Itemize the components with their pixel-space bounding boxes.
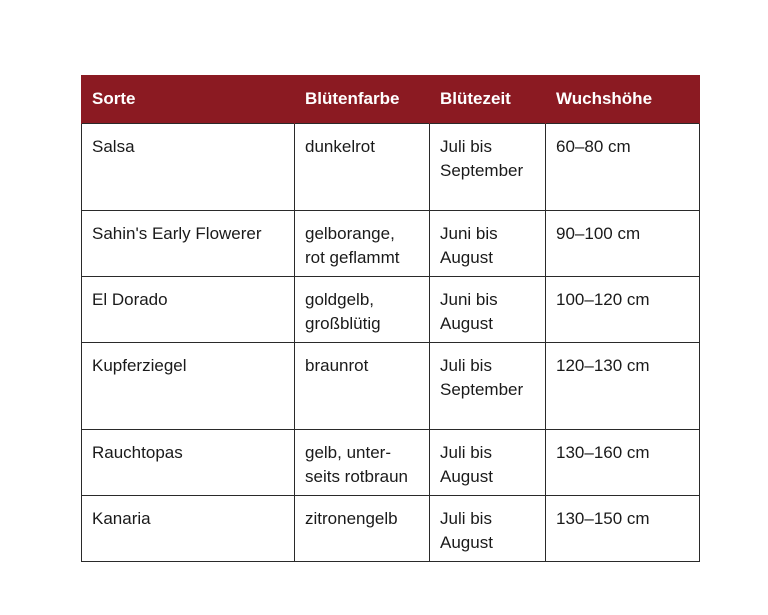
column-header-wuchshoehe: Wuchshöhe	[546, 75, 700, 124]
cell-text: Juli bis	[440, 509, 492, 528]
cell-text: August	[440, 533, 493, 552]
cell-text: August	[440, 248, 493, 267]
cell-text: dunkelrot	[305, 137, 375, 156]
table-row	[82, 496, 700, 562]
cell-text: Kanaria	[92, 509, 151, 528]
header-row	[82, 75, 700, 124]
cell-bluetenfarbe	[295, 430, 430, 496]
cell-wuchshoehe	[546, 211, 700, 277]
cell-text: großblütig	[305, 314, 381, 333]
cell-bluetezeit	[430, 211, 546, 277]
cell-sorte	[82, 211, 295, 277]
cell-text: rot geflammt	[305, 248, 400, 267]
column-header-bluetezeit: Blütezeit	[430, 75, 546, 124]
cell-text: September	[440, 380, 524, 399]
cell-bluetenfarbe	[295, 211, 430, 277]
cell-text: 120–130 cm	[556, 356, 650, 375]
cell-bluetezeit	[430, 277, 546, 343]
table-row	[82, 277, 700, 343]
cell-text: Juni bis	[440, 290, 498, 309]
table-row	[82, 124, 700, 211]
cell-bluetezeit	[430, 496, 546, 562]
cell-sorte	[82, 343, 295, 430]
variety-table-container	[81, 75, 699, 562]
cell-bluetenfarbe	[295, 124, 430, 211]
table-row	[82, 211, 700, 277]
cell-bluetezeit	[430, 124, 546, 211]
cell-wuchshoehe	[546, 430, 700, 496]
cell-sorte	[82, 124, 295, 211]
table-body	[82, 124, 700, 562]
cell-sorte	[82, 496, 295, 562]
cell-bluetezeit	[430, 430, 546, 496]
cell-text: seits rotbraun	[305, 467, 408, 486]
cell-wuchshoehe	[546, 496, 700, 562]
cell-text: 90–100 cm	[556, 224, 641, 243]
cell-text: Salsa	[92, 137, 135, 156]
cell-text: braunrot	[305, 356, 369, 375]
cell-text: gelborange,	[305, 224, 395, 243]
cell-text: August	[440, 314, 493, 333]
cell-text: Kupferziegel	[92, 356, 187, 375]
cell-sorte	[82, 430, 295, 496]
cell-text: 130–150 cm	[556, 509, 650, 528]
cell-wuchshoehe	[546, 124, 700, 211]
cell-text: Sahin's Early Flowerer	[92, 224, 262, 243]
cell-text: 100–120 cm	[556, 290, 650, 309]
cell-text: zitronengelb	[305, 509, 398, 528]
cell-wuchshoehe	[546, 277, 700, 343]
cell-bluetezeit	[430, 343, 546, 430]
cell-text: August	[440, 467, 493, 486]
cell-text: Juli bis	[440, 443, 492, 462]
table-row	[82, 430, 700, 496]
cell-sorte	[82, 277, 295, 343]
column-header-sorte: Sorte	[82, 75, 295, 124]
variety-table	[81, 75, 700, 562]
cell-text: 130–160 cm	[556, 443, 650, 462]
column-header-bluetenfarbe: Blütenfarbe	[295, 75, 430, 124]
cell-text: gelb, unter-	[305, 443, 391, 462]
cell-text: Rauchtopas	[92, 443, 183, 462]
table-row	[82, 343, 700, 430]
cell-bluetenfarbe	[295, 496, 430, 562]
cell-text: Juli bis	[440, 356, 492, 375]
table-header	[82, 75, 700, 124]
cell-text: September	[440, 161, 524, 180]
cell-bluetenfarbe	[295, 343, 430, 430]
cell-text: goldgelb,	[305, 290, 375, 309]
cell-text: El Dorado	[92, 290, 168, 309]
cell-wuchshoehe	[546, 343, 700, 430]
cell-text: Juni bis	[440, 224, 498, 243]
cell-text: Juli bis	[440, 137, 492, 156]
cell-bluetenfarbe	[295, 277, 430, 343]
cell-text: 60–80 cm	[556, 137, 631, 156]
